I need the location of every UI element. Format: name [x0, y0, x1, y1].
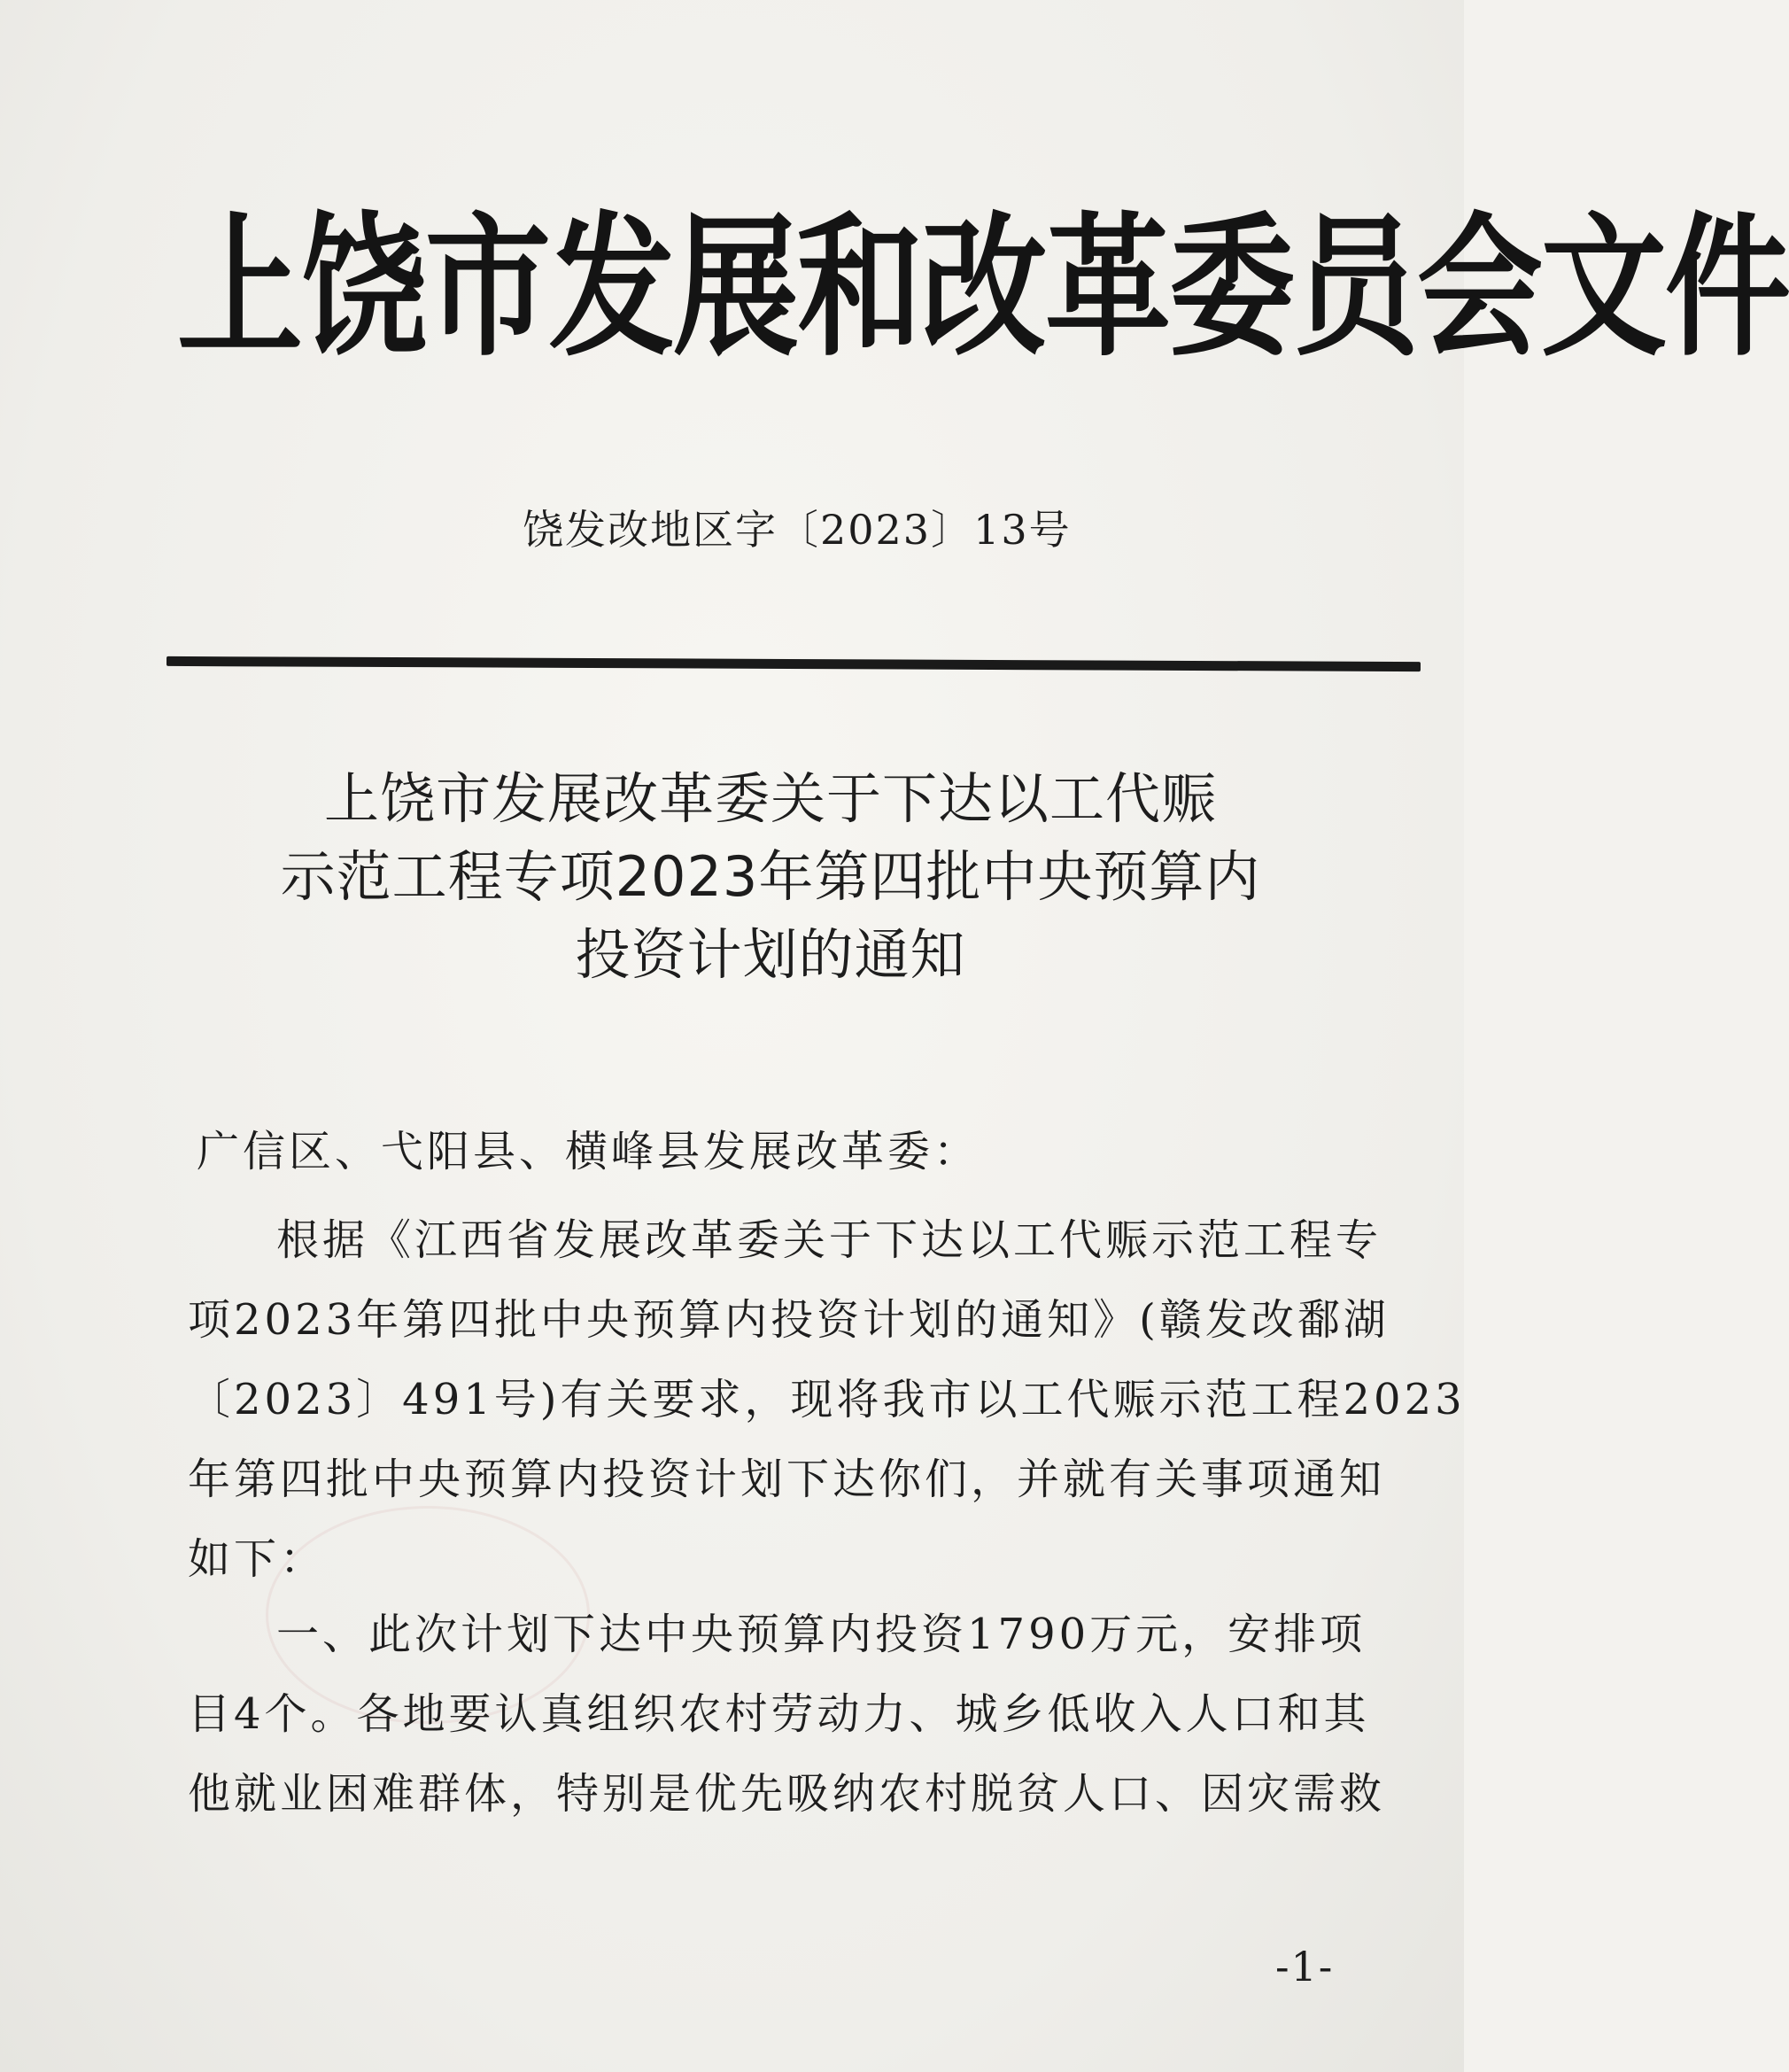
- notice-title-line: 投资计划的通知: [575, 922, 966, 987]
- salutation: 广信区、弋阳县、横峰县发展改革委：: [197, 1127, 980, 1176]
- paragraph-line: 项2023年第四批中央预算内投资计划的通知》(赣发改鄱湖: [188, 1295, 1390, 1345]
- paragraph-line: 一、此次计划下达中央预算内投资1790万元，安排项: [276, 1610, 1367, 1659]
- notice-title-line: 示范工程专项2023年第四批中央预算内: [280, 844, 1261, 909]
- notice-title-line: 上饶市发展改革委关于下达以工代赈: [323, 766, 1217, 831]
- header-divider: [167, 656, 1421, 671]
- document-number: 饶发改地区字〔2023〕13号: [523, 506, 1072, 554]
- agency-header-title: 上饶市发展和改革委员会文件: [177, 198, 1789, 378]
- paragraph-line: 他就业困难群体，特别是优先吸纳农村脱贫人口、因灾需救: [188, 1769, 1386, 1819]
- notice-title: [204, 760, 1337, 994]
- page-number: -1-: [1275, 1943, 1335, 1991]
- paragraph-line: 年第四批中央预算内投资计划下达你们，并就有关事项通知: [188, 1455, 1386, 1504]
- body-paragraph-2: [188, 1595, 1386, 1834]
- paragraph-line: 根据《江西省发展改革委关于下达以工代赈示范工程专: [276, 1215, 1382, 1265]
- paragraph-line: 如下：: [188, 1534, 327, 1584]
- paragraph-line: 目4个。各地要认真组织农村劳动力、城乡低收入人口和其: [188, 1689, 1370, 1739]
- paragraph-line: 〔2023〕491号)有关要求，现将我市以工代赈示范工程2023: [188, 1375, 1466, 1424]
